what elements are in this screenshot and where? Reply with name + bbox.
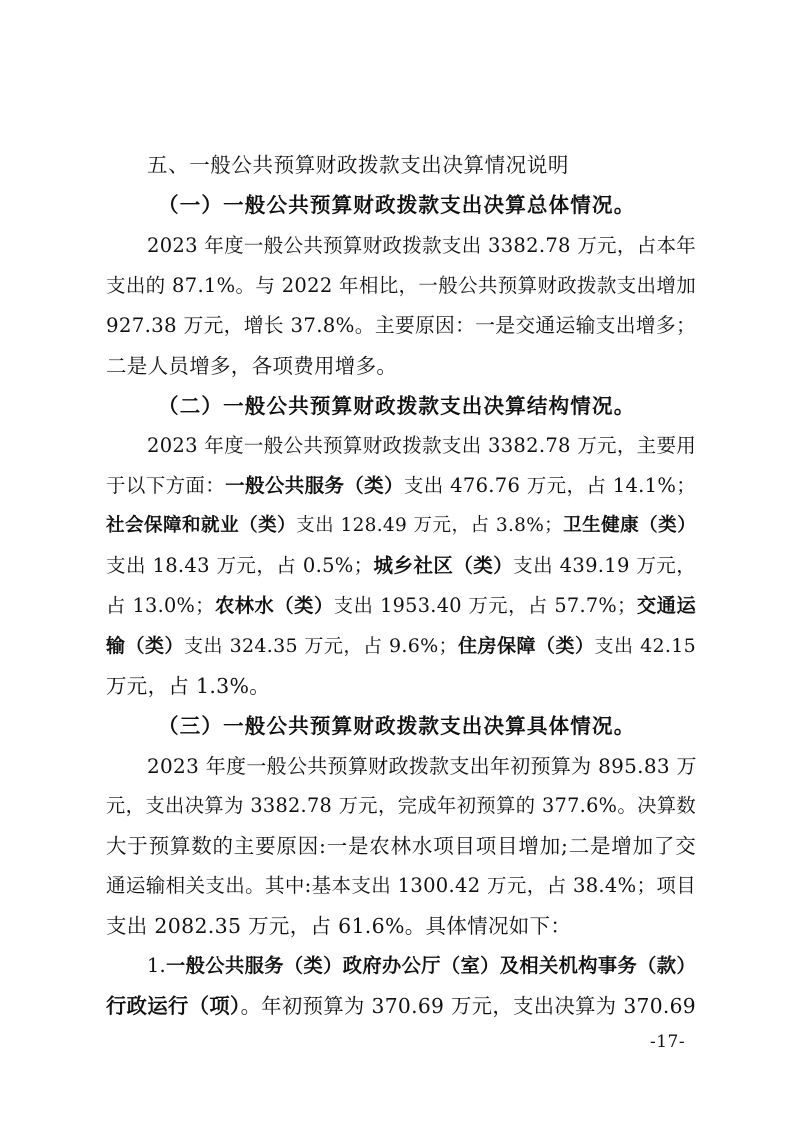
text-run: 。年初预算为 370.69 万元，支出决算为 370.69 xyxy=(240,994,696,1018)
paragraph-line: 2023 年度一般公共预算财政拨款支出 3382.78 万元，占本年 xyxy=(147,234,697,257)
paragraph-line xyxy=(106,464,696,508)
page-number: -17- xyxy=(650,1032,686,1052)
text-run: 支出 439.19 万元， xyxy=(513,554,697,577)
paragraph-line: 通运输相关支出。其中:基本支出 1300.42 万元，占 38.4%；项目 xyxy=(106,874,696,897)
category-name: 交通运 xyxy=(636,594,696,617)
category-name: 住房保障（类） xyxy=(457,635,595,657)
category-name: 输（类） xyxy=(106,635,185,657)
text-run: 支出 128.49 万元，占 3.8%； xyxy=(296,515,563,536)
subsection-3-heading: （三）一般公共预算财政拨款支出决算具体情况。 xyxy=(158,714,636,738)
paragraph-line xyxy=(106,504,696,548)
text-run: 支出 18.43 万元，占 0.5%； xyxy=(106,554,374,577)
paragraph-line xyxy=(106,584,696,628)
category-name: 农林水（类） xyxy=(214,594,334,617)
category-name: 城乡社区（类） xyxy=(373,554,514,577)
text-run: 占 13.0%； xyxy=(106,594,215,617)
text-run: 支出 42.15 xyxy=(594,635,696,657)
section-title: 五、一般公共预算财政拨款支出决算情况说明 xyxy=(147,153,569,177)
category-name: 卫生健康（类） xyxy=(562,515,696,536)
paragraph-line: 2023 年度一般公共预算财政拨款支出 3382.78 万元，主要用 xyxy=(147,434,697,457)
paragraph-line: 二是人员增多，各项费用增多。 xyxy=(106,354,398,378)
paragraph-line xyxy=(106,984,696,1028)
item-title: 一般公共服务（类）政府办公厅（室）及相关机构事务（款） xyxy=(165,954,696,977)
paragraph-line: 支出 2082.35 万元，占 61.6%。具体情况如下： xyxy=(106,914,572,938)
paragraph-line: 大于预算数的主要原因:一是农林水项目项目增加;二是增加了交 xyxy=(106,834,696,858)
paragraph-line: 万元，占 1.3%。 xyxy=(106,674,271,698)
category-name: 社会保障和就业（类） xyxy=(106,515,297,536)
text-run: 支出 1953.40 万元，占 57.7%； xyxy=(333,594,637,617)
item-number: 1. xyxy=(147,954,166,977)
subsection-1-heading: （一）一般公共预算财政拨款支出决算总体情况。 xyxy=(158,193,636,217)
paragraph-line: 支出的 87.1%。与 2022 年相比，一般公共预算财政拨款支出增加 xyxy=(106,274,696,297)
paragraph-line xyxy=(147,944,696,988)
text-run: 于以下方面： xyxy=(106,474,226,497)
paragraph-line: 927.38 万元，增长 37.8%。主要原因：一是交通运输支出增多； xyxy=(106,314,696,337)
paragraph-line: 2023 年度一般公共预算财政拨款支出年初预算为 895.83 万 xyxy=(147,754,697,778)
paragraph-line: 元，支出决算为 3382.78 万元，完成年初预算的 377.6%。决算数 xyxy=(106,794,696,817)
item-title: 行政运行（项） xyxy=(106,994,241,1018)
paragraph-line xyxy=(106,544,696,588)
subsection-2-heading: （二）一般公共预算财政拨款支出决算结构情况。 xyxy=(158,394,636,418)
text-run: 支出 324.35 万元，占 9.6%； xyxy=(184,635,458,657)
paragraph-line xyxy=(106,624,696,668)
category-name: 一般公共服务（类） xyxy=(225,474,404,497)
text-run: 支出 476.76 万元，占 14.1%； xyxy=(403,474,696,497)
